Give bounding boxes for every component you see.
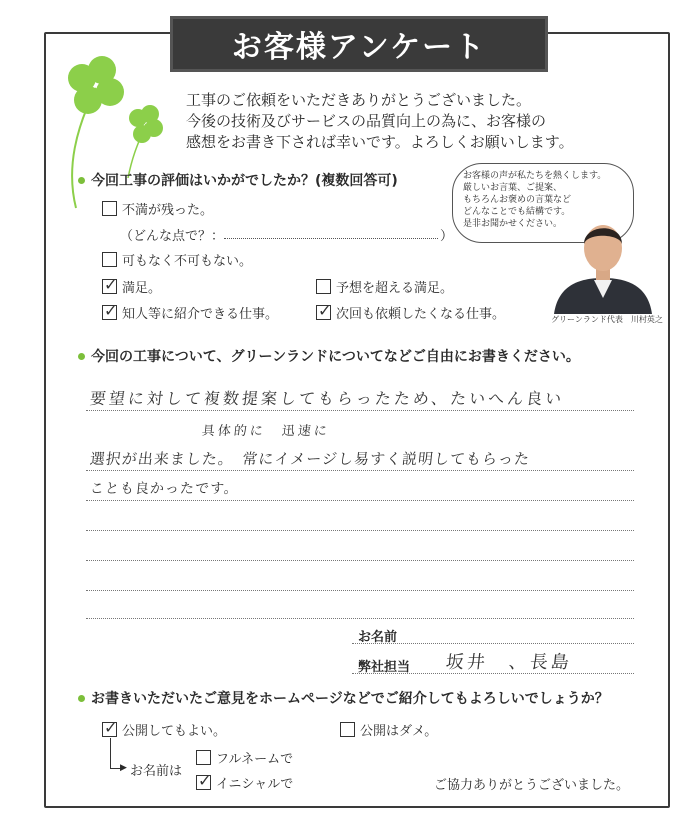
intro-line: 工事のご依頼をいただきありがとうございました。 [186, 91, 532, 109]
bullet-icon [78, 353, 85, 360]
intro-line: 感想をお書き下されば幸いです。よろしくお願いします。 [186, 133, 574, 151]
bubble-line: 是非お聞かせください。 [463, 219, 563, 229]
intro-line: 今後の技術及びサービスの品質向上の為に、お客様の [186, 112, 547, 130]
option-label: 知人等に紹介できる仕事。 [122, 307, 279, 322]
option-label: 予想を超える満足。 [336, 281, 454, 296]
handwritten-comment-line3: ことも良かったです。 [89, 481, 240, 497]
q3-option-full[interactable] [196, 748, 293, 767]
clover-icon [56, 48, 176, 218]
q1-option-satisfied[interactable] [102, 277, 161, 296]
checkbox-checked[interactable] [102, 305, 117, 320]
arrow-head-icon: ▶ [120, 763, 127, 773]
checkbox[interactable] [196, 750, 211, 765]
q3-option-ng[interactable] [340, 720, 437, 739]
q1-option-recommend[interactable] [102, 303, 278, 322]
bullet-icon [78, 177, 85, 184]
handwritten-comment-line2: 選択が出来ました。 常にイメージし易すく説明してもらった [89, 450, 531, 468]
representative-photo [548, 208, 658, 314]
q1-option-beyond[interactable] [316, 277, 453, 296]
checkbox[interactable] [102, 252, 117, 267]
name-field[interactable] [352, 643, 634, 644]
checkbox-checked[interactable] [102, 722, 117, 737]
comment-line[interactable] [86, 470, 634, 471]
q3-question-text: お書きいただいたご意見をホームページなどでご紹介してもよろしいでしょうか？ [91, 691, 609, 707]
checkbox-checked[interactable] [196, 775, 211, 790]
handwritten-comment-line1: 要望に対して複数提案してもらったため、たいへん良い [88, 389, 566, 408]
checkbox-checked[interactable] [102, 279, 117, 294]
q1-option-dissatisfied[interactable] [102, 199, 213, 218]
bubble-line: お客様の声が私たちを熱くします。 [463, 171, 607, 181]
option-label: 次回も依頼したくなる仕事。 [336, 307, 506, 322]
bubble-line: もちろんお褒めの言葉など [463, 195, 572, 205]
staff-label: 弊社担当 [358, 660, 411, 675]
checkbox[interactable] [316, 279, 331, 294]
option-label: 公開してもよい。 [122, 724, 227, 739]
bubble-line: どんなことでも結構です。 [463, 207, 571, 217]
checkbox[interactable] [102, 201, 117, 216]
q3-option-initial[interactable] [196, 773, 293, 792]
q2-question-text: 今回の工事について、グリーンランドについてなどご自由にお書きください。 [91, 349, 580, 365]
option-label: 可もなく不可もない。 [122, 254, 253, 269]
q2-question [78, 346, 580, 366]
q1-option-again[interactable] [316, 303, 505, 322]
comment-line[interactable] [86, 590, 634, 591]
comment-line[interactable] [86, 500, 634, 501]
q3-name-prefix [130, 760, 182, 779]
q1-what-point-label: （どんな点で？： [120, 229, 225, 244]
q1-what-point-close: ） [440, 229, 454, 244]
q1-option-neutral[interactable] [102, 250, 252, 269]
page-title: お客様アンケート [170, 16, 548, 72]
option-label: イニシャルで [216, 777, 294, 792]
checkbox[interactable] [340, 722, 355, 737]
bullet-icon [78, 695, 85, 702]
checkbox-checked[interactable] [316, 305, 331, 320]
thanks-text: ご協力ありがとうございました。 [434, 778, 630, 793]
intro-text [186, 90, 606, 153]
q3-question [78, 688, 609, 708]
comment-line[interactable] [86, 560, 634, 561]
name-label: お名前 [358, 630, 398, 645]
handwritten-insert: 具体的に 迅速に [201, 424, 331, 439]
comment-line[interactable] [86, 530, 634, 531]
comment-line[interactable] [86, 410, 634, 411]
option-label: 不満が残った。 [122, 203, 214, 218]
name-prefix-label: お名前は [130, 764, 183, 779]
option-label: 満足。 [122, 281, 162, 296]
q1-question [78, 170, 398, 190]
q1-what-point-field[interactable] [224, 238, 438, 239]
option-label: フルネームで [216, 752, 294, 767]
comment-line[interactable] [86, 618, 634, 619]
q3-option-ok[interactable] [102, 720, 226, 739]
staff-handwritten: 坂井 、長島 [444, 652, 573, 673]
representative-caption: グリーンランド代表 川村英之 [551, 315, 663, 324]
q1-question-text: 今回工事の評価はいかがでしたか？(複数回答可) [91, 173, 398, 189]
option-label: 公開はダメ。 [360, 724, 438, 739]
bubble-line: 厳しいお言葉、ご提案、 [463, 183, 563, 193]
